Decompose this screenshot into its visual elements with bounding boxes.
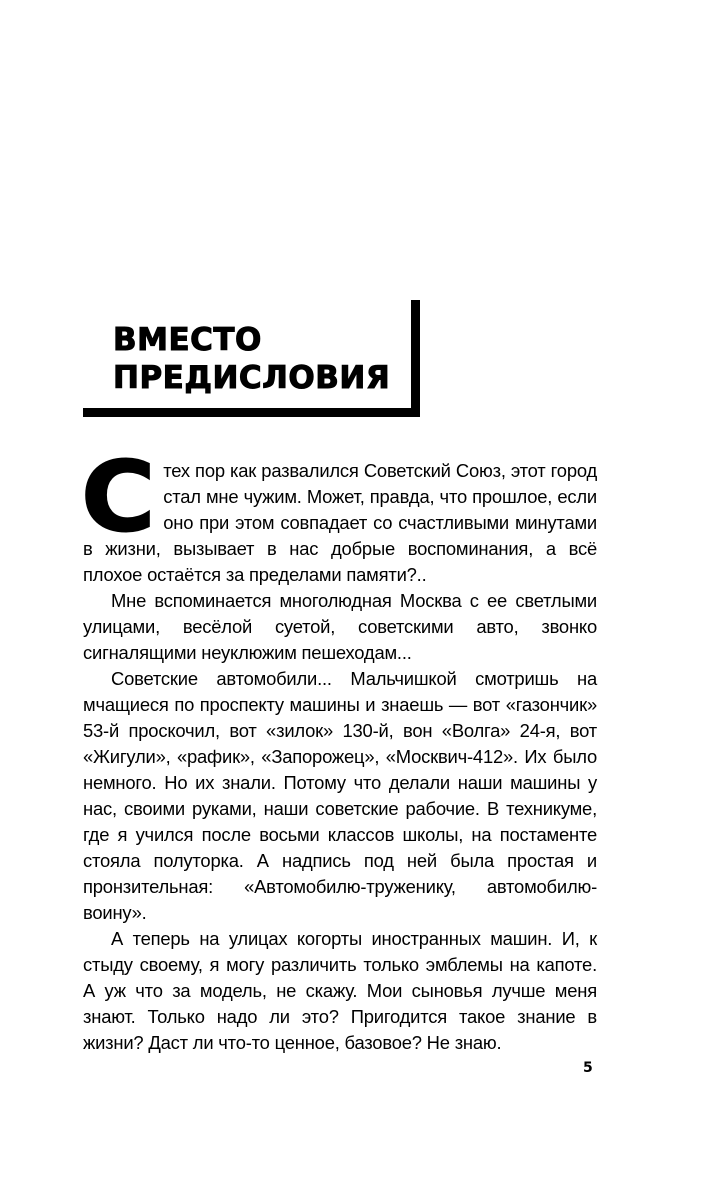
frame-horizontal-bar bbox=[83, 408, 420, 417]
chapter-title-line-1: ВМЕСТО bbox=[113, 322, 262, 358]
body-text bbox=[81, 441, 597, 1056]
paragraph-2: Мне вспоминается многолюдная Москва с ее светлыми улицами, весёлой суетой, советскими авто, звонко сигналящими неуклюжим пешеходам... bbox=[83, 590, 597, 663]
paragraph-1-text: тех пор как развалился Советский Союз, этот город стал мне чужим. Может, правда, что прошлое, если оно при этом совпадает со счастливыми минутами в жизни, вызывает в нас добрые воспоминания, а всё плохое остаётся за пределами памяти?.. bbox=[83, 460, 597, 585]
frame-vertical-bar bbox=[411, 300, 420, 417]
paragraph-3: Советские автомобили... Мальчишкой смотришь на мчащиеся по проспекту машины и знаешь — вот «газончик» 53-й проскочил, вот «зилок» 130-й, вон «Волга» 24-я, вот «Жигули», «рафик», «Запорожец», «Москвич-412». Их было немного. Но их знали. Потому что делали наши машины у нас, своими руками, наши советские рабочие. В техникуме, где я учился после восьми классов школы, на постаменте стояла полуторка. А надпись под ней была простая и пронзительная: «Автомобилю-труженику, автомобилю-воину». bbox=[83, 668, 597, 923]
chapter-title bbox=[113, 321, 390, 397]
drop-cap: С bbox=[81, 441, 156, 553]
paragraph-1 bbox=[81, 441, 597, 588]
chapter-heading-frame bbox=[83, 300, 423, 415]
chapter-title-line-2: ПРЕДИСЛОВИЯ bbox=[113, 360, 391, 396]
paragraph-4: А теперь на улицах когорты иностранных машин. И, к стыду своему, я могу различить только эмблемы на капоте. А уж что за модель, не скажу. Мои сыновья лучше меня знают. Только надо ли это? Пригодится такое знание в жизни? Даст ли что-то ценное, базовое? Не знаю. bbox=[83, 928, 597, 1053]
page-number: 5 bbox=[583, 1060, 593, 1076]
